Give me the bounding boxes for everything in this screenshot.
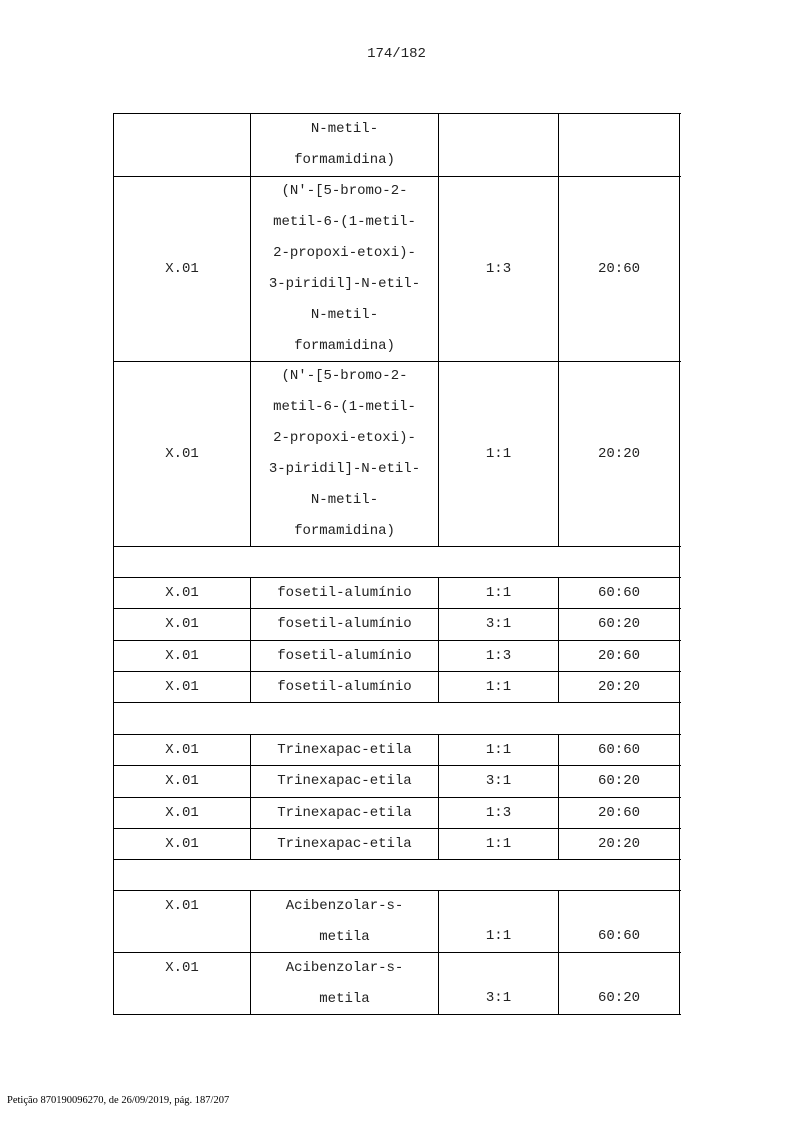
table-row bbox=[114, 362, 681, 547]
compound-line: fosetil-alumínio bbox=[277, 578, 411, 609]
empty-cell bbox=[114, 860, 680, 890]
compound-line: fosetil-alumínio bbox=[277, 641, 411, 672]
dose-cell bbox=[559, 672, 680, 702]
ratio-cell bbox=[439, 609, 559, 640]
empty-cell bbox=[114, 547, 680, 577]
table-row bbox=[114, 641, 681, 672]
dose-cell bbox=[559, 177, 680, 361]
compound-line: N-metil- bbox=[311, 485, 378, 516]
compound-line: metila bbox=[319, 922, 369, 953]
compound-cell bbox=[251, 829, 439, 859]
table-row bbox=[114, 766, 681, 798]
ratio-cell bbox=[439, 953, 559, 1014]
dose-text: 20:60 bbox=[598, 798, 640, 829]
table-row bbox=[114, 829, 681, 860]
code-text: X.01 bbox=[165, 891, 199, 922]
compound-line: N-metil- bbox=[311, 114, 378, 145]
ratio-text: 1:1 bbox=[486, 578, 511, 609]
dose-text: 60:60 bbox=[598, 735, 640, 766]
compound-line: 3-piridil]-N-etil- bbox=[269, 454, 420, 485]
table-spacer-row bbox=[114, 703, 681, 735]
compound-line: formamidina) bbox=[294, 516, 395, 547]
dose-cell bbox=[559, 114, 680, 176]
ratio-text: 3:1 bbox=[486, 766, 511, 797]
compound-line: N-metil- bbox=[311, 300, 378, 331]
compound-line: Trinexapac-etila bbox=[277, 829, 411, 860]
dose-text: 20:20 bbox=[598, 672, 640, 703]
compound-line: metil-6-(1-metil- bbox=[273, 392, 416, 423]
compound-line: metil-6-(1-metil- bbox=[273, 207, 416, 238]
dose-text: 20:20 bbox=[598, 439, 640, 470]
dose-cell bbox=[559, 766, 680, 797]
compound-cell bbox=[251, 641, 439, 671]
dose-cell bbox=[559, 829, 680, 859]
compound-line: Acibenzolar-s- bbox=[286, 953, 404, 984]
ratio-cell bbox=[439, 798, 559, 828]
ratio-cell bbox=[439, 766, 559, 797]
table-row bbox=[114, 609, 681, 641]
table-row bbox=[114, 578, 681, 609]
page-footer: Petição 870190096270, de 26/09/2019, pág. 187/207 bbox=[7, 1095, 229, 1106]
compound-cell bbox=[251, 766, 439, 797]
code-cell bbox=[114, 114, 251, 176]
code-cell bbox=[114, 177, 251, 361]
dose-text: 60:20 bbox=[598, 983, 640, 1014]
code-cell bbox=[114, 829, 251, 859]
compound-line: Acibenzolar-s- bbox=[286, 891, 404, 922]
code-cell bbox=[114, 672, 251, 702]
code-text: X.01 bbox=[165, 798, 199, 829]
code-text: X.01 bbox=[165, 829, 199, 860]
dose-text: 20:60 bbox=[598, 641, 640, 672]
ratio-text: 3:1 bbox=[486, 609, 511, 640]
code-cell bbox=[114, 766, 251, 797]
compound-line: fosetil-alumínio bbox=[277, 609, 411, 640]
code-text: X.01 bbox=[165, 609, 199, 640]
code-text: X.01 bbox=[165, 766, 199, 797]
ratio-text: 1:1 bbox=[486, 672, 511, 703]
compound-line: (N'-[5-bromo-2- bbox=[281, 361, 407, 392]
dose-text: 20:60 bbox=[598, 254, 640, 285]
compound-cell bbox=[251, 114, 439, 176]
compound-cell bbox=[251, 891, 439, 952]
ratio-text: 1:3 bbox=[486, 641, 511, 672]
table-spacer-row bbox=[114, 860, 681, 891]
compound-cell bbox=[251, 953, 439, 1014]
code-cell bbox=[114, 578, 251, 608]
ratio-text: 1:1 bbox=[486, 921, 511, 952]
ratio-cell bbox=[439, 735, 559, 765]
dose-cell bbox=[559, 641, 680, 671]
compound-line: 2-propoxi-etoxi)- bbox=[273, 238, 416, 269]
code-text: X.01 bbox=[165, 578, 199, 609]
compound-line: formamidina) bbox=[294, 145, 395, 176]
dose-text: 60:60 bbox=[598, 578, 640, 609]
code-cell bbox=[114, 362, 251, 546]
table-row bbox=[114, 177, 681, 362]
code-text: X.01 bbox=[165, 672, 199, 703]
dose-cell bbox=[559, 891, 680, 952]
table-row bbox=[114, 891, 681, 953]
ratio-cell bbox=[439, 114, 559, 176]
ratio-cell bbox=[439, 641, 559, 671]
dose-text: 60:20 bbox=[598, 609, 640, 640]
dose-cell bbox=[559, 609, 680, 640]
code-cell bbox=[114, 798, 251, 828]
ratio-text: 1:1 bbox=[486, 439, 511, 470]
compound-line: Trinexapac-etila bbox=[277, 798, 411, 829]
ratio-cell bbox=[439, 362, 559, 546]
table-row bbox=[114, 735, 681, 766]
dose-cell bbox=[559, 735, 680, 765]
ratio-cell bbox=[439, 829, 559, 859]
code-cell bbox=[114, 953, 251, 1014]
ratio-text: 1:3 bbox=[486, 254, 511, 285]
code-cell bbox=[114, 891, 251, 952]
dose-cell bbox=[559, 798, 680, 828]
code-text: X.01 bbox=[165, 953, 199, 984]
compound-cell bbox=[251, 362, 439, 546]
table-row bbox=[114, 672, 681, 703]
dose-text: 20:20 bbox=[598, 829, 640, 860]
dose-text: 60:20 bbox=[598, 766, 640, 797]
table-row bbox=[114, 798, 681, 829]
page-number: 174/182 bbox=[0, 46, 793, 62]
compound-cell bbox=[251, 177, 439, 361]
dose-cell bbox=[559, 362, 680, 546]
compound-line: (N'-[5-bromo-2- bbox=[281, 176, 407, 207]
code-cell bbox=[114, 735, 251, 765]
compound-cell bbox=[251, 609, 439, 640]
compound-line: formamidina) bbox=[294, 331, 395, 362]
empty-cell bbox=[114, 703, 680, 734]
code-text: X.01 bbox=[165, 439, 199, 470]
code-text: X.01 bbox=[165, 254, 199, 285]
dose-cell bbox=[559, 578, 680, 608]
compound-line: Trinexapac-etila bbox=[277, 735, 411, 766]
code-text: X.01 bbox=[165, 641, 199, 672]
compound-line: 3-piridil]-N-etil- bbox=[269, 269, 420, 300]
code-cell bbox=[114, 609, 251, 640]
ratio-text: 3:1 bbox=[486, 983, 511, 1014]
compound-line: fosetil-alumínio bbox=[277, 672, 411, 703]
table-row bbox=[114, 953, 681, 1015]
compound-line: Trinexapac-etila bbox=[277, 766, 411, 797]
compound-cell bbox=[251, 672, 439, 702]
code-cell bbox=[114, 641, 251, 671]
compound-cell bbox=[251, 798, 439, 828]
table-row bbox=[114, 114, 681, 177]
compound-line: metila bbox=[319, 984, 369, 1015]
mixture-table bbox=[113, 113, 681, 1015]
compound-cell bbox=[251, 735, 439, 765]
code-text: X.01 bbox=[165, 735, 199, 766]
ratio-cell bbox=[439, 177, 559, 361]
dose-cell bbox=[559, 953, 680, 1014]
compound-cell bbox=[251, 578, 439, 608]
ratio-text: 1:1 bbox=[486, 829, 511, 860]
compound-line: 2-propoxi-etoxi)- bbox=[273, 423, 416, 454]
ratio-cell bbox=[439, 672, 559, 702]
ratio-text: 1:3 bbox=[486, 798, 511, 829]
table-spacer-row bbox=[114, 547, 681, 578]
ratio-cell bbox=[439, 891, 559, 952]
ratio-text: 1:1 bbox=[486, 735, 511, 766]
ratio-cell bbox=[439, 578, 559, 608]
dose-text: 60:60 bbox=[598, 921, 640, 952]
